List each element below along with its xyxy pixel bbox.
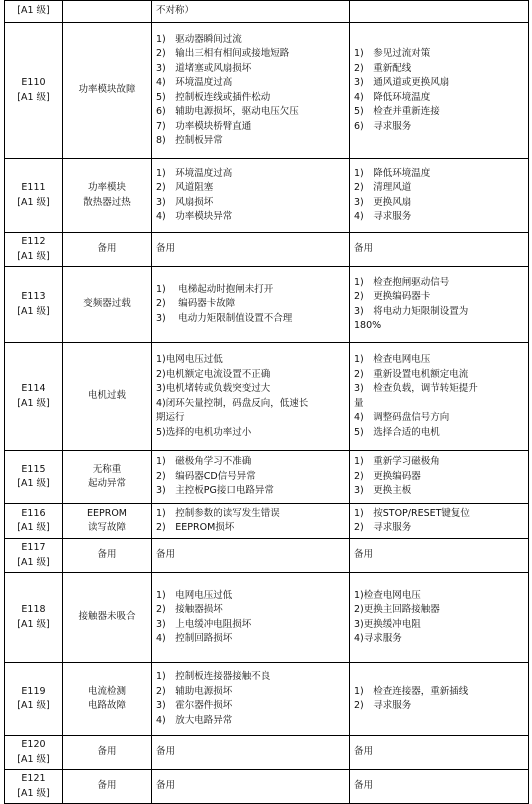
fault-code: E119 <box>21 685 46 697</box>
action-item: 4) 降低环境温度 <box>354 91 431 103</box>
fault-action-cell <box>350 539 529 573</box>
fault-code-cell <box>5 23 63 159</box>
fault-action-cell <box>350 451 529 504</box>
table-row <box>5 159 529 233</box>
cause-item: 3)电机堵转或负载突变过大 <box>156 383 271 394</box>
cause-item: 备用 <box>156 243 176 255</box>
cause-item: 3) 霍尔器件损坏 <box>156 700 233 711</box>
action-item: 1) 检查电网电压 <box>354 354 431 365</box>
fault-name-cell <box>63 663 152 736</box>
fault-name-cell <box>63 233 152 267</box>
fault-level: [A1 级] <box>17 91 50 103</box>
action-item: 3)更换缓冲电阻 <box>354 618 421 630</box>
fault-cause-cell <box>152 736 350 770</box>
action-item: 4) 寻求服务 <box>354 211 412 222</box>
fault-cause-cell <box>152 267 350 343</box>
fault-cause-cell: 不对称） <box>152 1 350 23</box>
fault-code: E114 <box>21 383 46 394</box>
fault-code: E117 <box>21 542 46 553</box>
action-item: 备用 <box>354 746 374 758</box>
action-item: 5) 选择合适的电机 <box>354 426 440 438</box>
cause-item: 4)闭环矢量控制，码盘反向，低速长 <box>156 397 309 409</box>
action-item: 6) 寻求服务 <box>354 120 412 132</box>
cause-item: 3) 电动力矩限制值设置不合理 <box>156 312 293 324</box>
fault-level: [A1 级] <box>17 787 50 799</box>
fault-action-cell <box>350 159 529 233</box>
table-row <box>5 736 529 770</box>
table-row <box>5 770 529 804</box>
fault-cause-cell <box>152 159 350 233</box>
fault-name-cell <box>63 343 152 451</box>
action-item: 4)寻求服务 <box>354 633 402 644</box>
fault-code: E112 <box>21 236 46 247</box>
fault-code-cell <box>5 159 63 233</box>
fault-name-line: 备用 <box>97 780 117 792</box>
action-item: 备用 <box>354 243 374 255</box>
fault-cause-cell <box>152 343 350 451</box>
fault-level: [A1 级] <box>17 196 50 208</box>
fault-name-line: 备用 <box>97 549 117 561</box>
fault-code-cell <box>5 267 63 343</box>
action-item: 1)检查电网电压 <box>354 589 421 601</box>
fault-code: E116 <box>21 507 46 519</box>
cause-item: 3) 风扇损坏 <box>156 196 214 208</box>
fault-level: [A1 级] <box>17 700 50 711</box>
fault-action-cell <box>350 770 529 804</box>
fault-action-cell <box>350 663 529 736</box>
action-item: 2)更换主回路接触器 <box>354 604 440 615</box>
cause-item: 2) EEPROM损坏 <box>156 522 235 533</box>
action-item: 量 <box>354 397 364 409</box>
fault-action-cell <box>350 267 529 343</box>
action-item: 2) 更换编码器卡 <box>354 291 431 302</box>
fault-name-line: 变频器过载 <box>83 298 131 310</box>
table-row <box>5 573 529 663</box>
fault-code-cell <box>5 451 63 504</box>
cause-item: 期运行 <box>156 412 185 423</box>
fault-code: E115 <box>21 463 46 475</box>
fault-code: E121 <box>21 773 46 784</box>
fault-code-cell <box>5 736 63 770</box>
action-item: 1) 检查连接器，重新插线 <box>354 685 469 697</box>
fault-cause-cell <box>152 451 350 504</box>
fault-cause-cell <box>152 663 350 736</box>
fault-cause-cell <box>152 504 350 539</box>
action-item: 3) 通风道或更换风扇 <box>354 77 450 88</box>
fault-name-line: 电流检测 <box>87 685 126 697</box>
action-item: 3) 将电动力矩限制设置为 <box>354 305 469 317</box>
cause-item: 备用 <box>156 746 176 758</box>
cause-item: 3) 上电缓冲电阻损坏 <box>156 618 252 630</box>
fault-name-line: 功率模块 <box>87 182 126 193</box>
action-item: 1) 降低环境温度 <box>354 167 431 179</box>
cause-item: 5)选择的电机功率过小 <box>156 426 252 438</box>
action-item: 3) 更换主板 <box>354 485 412 497</box>
action-item: 2) 重新设置电机额定电流 <box>354 368 469 380</box>
action-item: 2) 重新配线 <box>354 62 412 74</box>
fault-code-table <box>4 0 529 804</box>
fault-action-cell <box>350 233 529 267</box>
action-item: 1) 按STOP/RESET键复位 <box>354 507 470 519</box>
fault-name-line: 起动异常 <box>87 478 126 489</box>
action-item: 3) 更换风扇 <box>354 196 412 208</box>
table-row <box>5 451 529 504</box>
cause-item: 2) 接触器损坏 <box>156 604 223 615</box>
cause-item: 3) 道堵塞或风扇损坏 <box>156 62 252 74</box>
table-row <box>5 343 529 451</box>
fault-action-cell <box>350 504 529 539</box>
action-item: 备用 <box>354 549 374 561</box>
cause-item: 8) 控制板异常 <box>156 135 223 146</box>
fault-name-cell <box>63 539 152 573</box>
fault-level: [A1 级] <box>17 522 50 533</box>
fault-code-cell <box>5 573 63 663</box>
cause-item: 1)电网电压过低 <box>156 354 223 365</box>
action-item: 180% <box>354 320 382 331</box>
fault-code-cell <box>5 343 63 451</box>
fault-name-line: 接触器未吸合 <box>78 611 136 623</box>
fault-level: [A1 级] <box>17 305 50 317</box>
fault-level: [A1 级] <box>17 250 50 262</box>
fault-cause-cell <box>152 233 350 267</box>
cause-item: 1) 环境温度过高 <box>156 167 233 179</box>
action-item: 5) 检查并重新连接 <box>354 106 440 117</box>
cause-item: 1) 驱动器瞬间过流 <box>156 33 242 45</box>
cause-item: 1) 电网电压过低 <box>156 589 233 601</box>
fault-cause-cell <box>152 573 350 663</box>
cause-item: 备用 <box>156 549 176 561</box>
cause-item: 2)电机额定电流设置不正确 <box>156 368 271 380</box>
fault-level: [A1 级] <box>17 753 50 765</box>
fault-level: [A1 级] <box>17 478 50 489</box>
table-row-continued <box>5 1 529 23</box>
fault-code: E118 <box>21 604 46 615</box>
fault-name-cell <box>63 451 152 504</box>
fault-name-line: 备用 <box>97 243 117 255</box>
table-row <box>5 663 529 736</box>
fault-action-cell <box>350 23 529 159</box>
action-item: 2) 寻求服务 <box>354 700 412 711</box>
table-row <box>5 267 529 343</box>
fault-name-cell <box>63 1 152 23</box>
fault-code: E110 <box>21 77 46 88</box>
fault-name-line: EEPROM <box>86 507 127 519</box>
action-item: 2) 更换编码器 <box>354 470 421 482</box>
cause-item: 备用 <box>156 780 176 792</box>
cause-item: 4) 控制回路损坏 <box>156 633 233 644</box>
cause-item: 5) 控制板连线或插件松动 <box>156 91 271 103</box>
cause-item: 4) 功率模块异常 <box>156 211 233 222</box>
fault-code-cell <box>5 539 63 573</box>
action-item: 1) 重新学习磁极角 <box>354 456 440 468</box>
table-row <box>5 23 529 159</box>
cause-item: 4) 放大电路异常 <box>156 714 233 726</box>
action-item: 1) 参见过流对策 <box>354 48 431 59</box>
cause-item: 1) 电梯起动时抱闸未打开 <box>156 283 274 295</box>
cause-item: 1) 控制参数的读写发生错误 <box>156 507 280 519</box>
fault-name-cell <box>63 736 152 770</box>
fault-cause-cell <box>152 23 350 159</box>
action-item: 2) 寻求服务 <box>354 522 412 533</box>
table-row <box>5 504 529 539</box>
fault-name-line: 散热器过热 <box>83 196 131 208</box>
fault-name-cell <box>63 159 152 233</box>
cause-item: 2) 编码器CD信号异常 <box>156 470 256 482</box>
cause-item: 1) 磁极角学习不准确 <box>156 456 252 468</box>
fault-name-line: 功率模块故障 <box>78 84 136 96</box>
cause-item: 2) 输出三相有相间或接地短路 <box>156 48 290 59</box>
cause-item: 3) 主控板PG接口电路异常 <box>156 485 274 497</box>
cause-item: 2) 风道阻塞 <box>156 182 214 193</box>
fault-action-cell <box>350 343 529 451</box>
fault-name-line: 备用 <box>97 746 117 758</box>
fault-name-cell <box>63 23 152 159</box>
fault-code-cell <box>5 663 63 736</box>
fault-code: E111 <box>21 182 46 193</box>
action-item: 3) 检查负载，调节转矩提升 <box>354 383 478 394</box>
fault-name-cell <box>63 504 152 539</box>
fault-code: E120 <box>21 739 46 750</box>
fault-level: [A1 级] <box>17 556 50 568</box>
fault-name-cell <box>63 770 152 804</box>
fault-code-cell <box>5 233 63 267</box>
table-row <box>5 233 529 267</box>
fault-action-cell <box>350 573 529 663</box>
fault-cause-cell <box>152 770 350 804</box>
action-item: 1) 检查抱闸驱动信号 <box>354 276 450 288</box>
fault-level-cell: [A1 级] <box>5 1 63 23</box>
action-item: 4) 调整码盘信号方向 <box>354 412 450 423</box>
fault-name-line: 电机过载 <box>87 390 126 402</box>
fault-code: E113 <box>21 291 46 302</box>
fault-action-cell <box>350 1 529 23</box>
table-row <box>5 539 529 573</box>
cause-item: 7) 功率模块桥臂直通 <box>156 120 252 132</box>
fault-name-cell <box>63 267 152 343</box>
fault-name-line: 电路故障 <box>87 700 126 711</box>
cause-item: 2) 编码器卡故障 <box>156 298 236 310</box>
cause-item: 4) 环境温度过高 <box>156 77 233 88</box>
fault-name-line: 无称重 <box>92 463 122 475</box>
fault-name-line: 读写故障 <box>87 522 126 533</box>
fault-action-cell <box>350 736 529 770</box>
cause-item: 6) 辅助电源损坏，驱动电压欠压 <box>156 106 299 117</box>
cause-item: 1) 控制板连接器接触不良 <box>156 671 271 682</box>
fault-level: [A1 级] <box>17 397 50 409</box>
fault-level: [A1 级] <box>17 618 50 630</box>
fault-code-cell <box>5 504 63 539</box>
cause-item: 2) 辅助电源损坏 <box>156 685 233 697</box>
action-item: 2) 清理风道 <box>354 182 412 193</box>
action-item: 备用 <box>354 780 374 792</box>
fault-name-cell <box>63 573 152 663</box>
fault-cause-cell <box>152 539 350 573</box>
fault-code-cell <box>5 770 63 804</box>
